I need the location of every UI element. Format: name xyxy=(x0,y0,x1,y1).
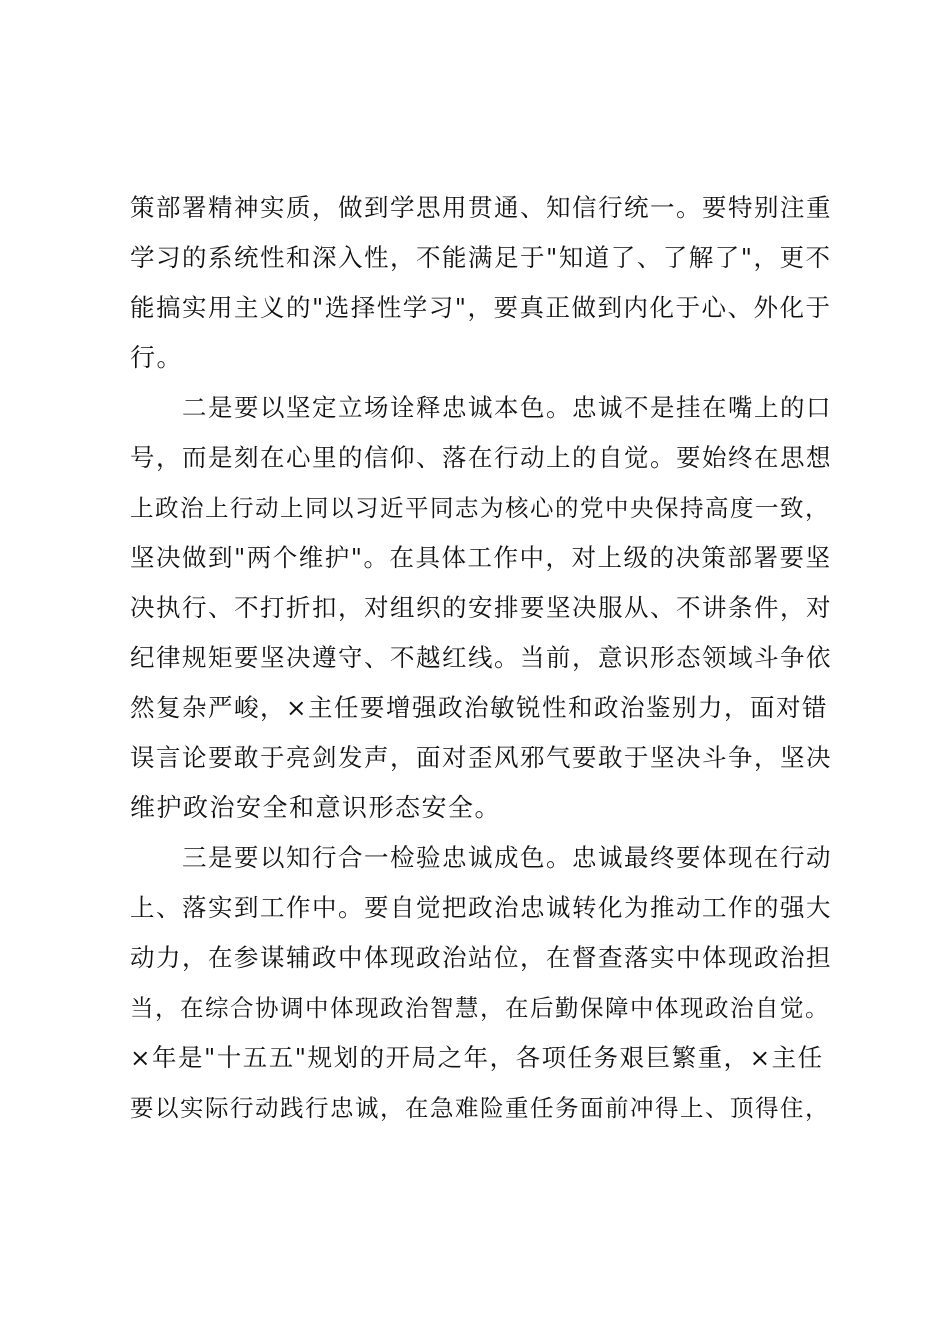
text-line: 行。 xyxy=(130,343,184,372)
text-line: 决执行、不打折扣，对组织的安排要坚决服从、不讲条件，对 xyxy=(130,593,832,622)
text-line: 纪律规矩要坚决遵守、不越红线。当前，意识形态领域斗争依 xyxy=(130,643,832,672)
text-line: 坚决做到"两个维护"。在具体工作中，对上级的决策部署要坚 xyxy=(130,543,832,572)
paragraph-start-line: 三是要以知行合一检验忠诚成色。忠诚最终要体现在行动 xyxy=(130,843,832,872)
text-line: ×年是"十五五"规划的开局之年，各项任务艰巨繁重，×主任 xyxy=(130,1043,824,1072)
text-line: 策部署精神实质，做到学思用贯通、知信行统一。要特别注重 xyxy=(130,193,832,222)
text-line: 上、落实到工作中。要自觉把政治忠诚转化为推动工作的强大 xyxy=(130,893,832,922)
text-line: 上政治上行动上同以习近平同志为核心的党中央保持高度一致， xyxy=(130,494,830,522)
text-line: 维护政治安全和意识形态安全。 xyxy=(130,793,502,822)
text-line: 动力，在参谋辅政中体现政治站位，在督查落实中体现政治担 xyxy=(130,943,832,972)
paragraph-start-line: 二是要以坚定立场诠释忠诚本色。忠诚不是挂在嘴上的口 xyxy=(130,393,832,422)
body-text xyxy=(130,183,830,1133)
text-line: 然复杂严峻，×主任要增强政治敏锐性和政治鉴别力，面对错 xyxy=(130,693,829,722)
text-line: 当，在综合协调中体现政治智慧，在后勤保障中体现政治自觉。 xyxy=(130,994,830,1022)
text-line: 号，而是刻在心里的信仰、落在行动上的自觉。要始终在思想 xyxy=(130,443,832,472)
text-line: 能搞实用主义的"选择性学习"，要真正做到内化于心、外化于 xyxy=(130,293,832,322)
text-line: 误言论要敢于亮剑发声，面对歪风邪气要敢于坚决斗争，坚决 xyxy=(130,743,832,772)
text-line: 要以实际行动践行忠诚，在急难险重任务面前冲得上、顶得住， xyxy=(130,1094,830,1122)
text-line: 学习的系统性和深入性，不能满足于"知道了、了解了"，更不 xyxy=(130,243,832,272)
